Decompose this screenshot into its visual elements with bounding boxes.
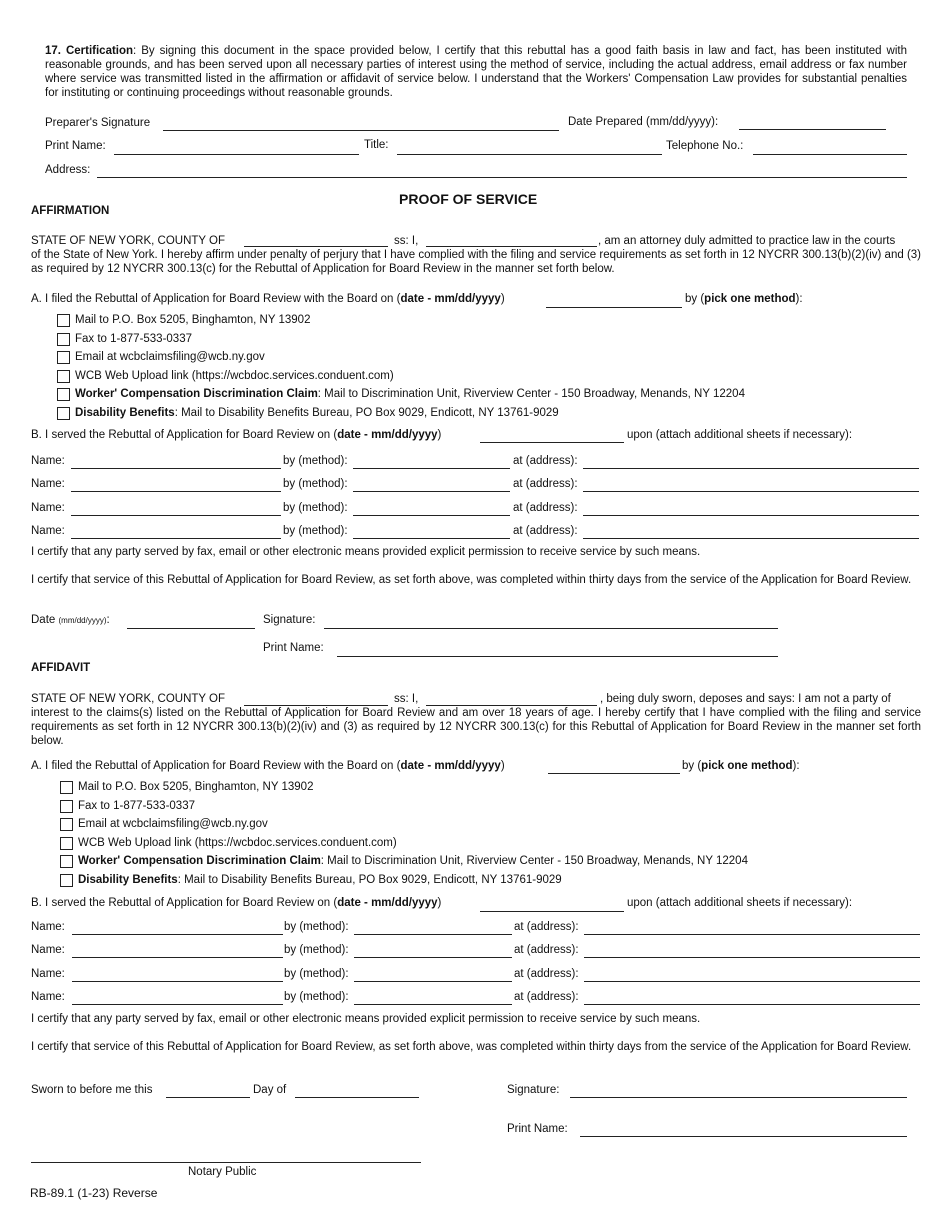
affirmation-b-rest: upon (attach additional sheets if necessary):	[627, 429, 853, 441]
affidavit-served-name-label: Name:	[31, 967, 65, 980]
affidavit-print-name-field[interactable]	[580, 1136, 907, 1137]
affirmation-ss-label: ss: I,	[394, 235, 419, 247]
affirmation-b-line: B. I served the Rebuttal of Application for Board Review on (date - mm/dd/yyyy)	[31, 429, 442, 441]
affirmation-served-address-field-2[interactable]	[583, 491, 919, 492]
affidavit-served-address-field-2[interactable]	[584, 957, 920, 958]
affirmation-method-option-label: Email at wcbclaimsfiling@wcb.ny.gov	[75, 351, 265, 364]
affidavit-served-method-field-1[interactable]	[354, 934, 512, 935]
telephone-field[interactable]	[753, 154, 907, 155]
affirmation-served-method-field-4[interactable]	[353, 538, 510, 539]
affirmation-by-method: by (pick one method):	[685, 293, 803, 305]
affirmation-served-address-field-3[interactable]	[583, 515, 919, 516]
affirmation-signature-label: Signature:	[263, 614, 316, 626]
affirmation-heading: AFFIRMATION	[31, 205, 110, 217]
sworn-label: Sworn to before me this	[31, 1084, 153, 1096]
affirmation-served-method-label: by (method):	[283, 525, 348, 538]
affidavit-served-name-label: Name:	[31, 991, 65, 1004]
affirmation-a-line: A. I filed the Rebuttal of Application for Board Review with the Board on (date - mm/dd/yyyy)	[31, 293, 505, 305]
address-field[interactable]	[97, 177, 907, 178]
affidavit-a-date-field[interactable]	[548, 773, 680, 774]
affirmation-served-address-label: at (address):	[513, 478, 578, 491]
title-field[interactable]	[397, 154, 662, 155]
affirmation-served-name-label: Name:	[31, 478, 65, 491]
print-name-field[interactable]	[114, 154, 359, 155]
title-label: Title:	[364, 139, 389, 151]
affidavit-served-address-label: at (address):	[514, 921, 579, 933]
affidavit-served-method-label: by (method):	[284, 991, 349, 1004]
affirmation-served-address-label: at (address):	[513, 455, 578, 467]
affidavit-a-line: A. I filed the Rebuttal of Application for Board Review with the Board on (date - mm/dd/yyyy)	[31, 760, 505, 772]
notary-public-label: Notary Public	[188, 1166, 257, 1178]
preparer-signature-field[interactable]	[163, 130, 559, 131]
affirmation-method-checkbox-6[interactable]	[57, 407, 70, 420]
affirmation-certify-electronic: I certify that any party served by fax, email or other electronic means provided explicit permission to receive service by such means.	[31, 546, 701, 558]
proof-of-service-title: PROOF OF SERVICE	[399, 191, 538, 207]
affirmation-served-method-label: by (method):	[283, 455, 348, 467]
affirmation-method-option-label: WCB Web Upload link (https://wcbdoc.services.conduent.com)	[75, 369, 394, 382]
affidavit-served-address-label: at (address):	[514, 991, 579, 1004]
affirmation-state-rest: , am an attorney duly admitted to practice law in the courts	[598, 235, 896, 247]
affirmation-served-address-field-1[interactable]	[583, 468, 919, 469]
affidavit-by-method: by (pick one method):	[682, 760, 800, 772]
date-prepared-label: Date Prepared (mm/dd/yyyy):	[568, 116, 719, 128]
affidavit-served-address-field-3[interactable]	[584, 981, 920, 982]
affidavit-served-address-field-4[interactable]	[584, 1004, 920, 1005]
affirmation-date-field[interactable]	[127, 628, 255, 629]
certification-text: 17. Certification: By signing this document in the space provided below, I certify that this rebuttal has a good faith basis in law and fact, has been instituted with reasonable grounds, and has been served upon all necessary parties of interest using the method of service, including the actual address, email address or fax number where service was transmitted listed in the affirmation or affidavit of service below. I understand that the Workers' Compensation Law provides for substantial penalties for instituting or continuing proceedings without reasonable grounds.	[45, 45, 907, 99]
affirmation-b-date-field[interactable]	[480, 442, 624, 443]
affidavit-ss-label: ss: I,	[394, 693, 419, 705]
affidavit-method-checkbox-4[interactable]	[60, 837, 73, 850]
affidavit-method-option-label: WCB Web Upload link (https://wcbdoc.services.conduent.com)	[78, 836, 397, 849]
affirmation-served-name-label: Name:	[31, 501, 65, 514]
affirmation-served-method-label: by (method):	[283, 501, 348, 514]
affidavit-served-method-field-4[interactable]	[354, 1004, 512, 1005]
affirmation-method-checkbox-4[interactable]	[57, 370, 70, 383]
affirmation-paragraph: of the State of New York. I hereby affirm under penalty of perjury that I have complied with the filing and service requirements as set forth in 12 NYCRR 300.13(b)(2)(iv) and (3) as required by 12 NYCRR 300.13(c) for the Rebuttal of Application for Board Review in the manner set forth below.	[31, 249, 921, 275]
day-of-label: Day of	[253, 1084, 287, 1096]
affirmation-method-checkbox-1[interactable]	[57, 314, 70, 327]
affidavit-signature-field[interactable]	[570, 1097, 907, 1098]
affidavit-served-address-label: at (address):	[514, 967, 579, 980]
affirmation-served-name-field-3[interactable]	[71, 515, 281, 516]
affidavit-b-line: B. I served the Rebuttal of Application for Board Review on (date - mm/dd/yyyy)	[31, 897, 442, 909]
affirmation-method-checkbox-3[interactable]	[57, 351, 70, 364]
affidavit-method-checkbox-2[interactable]	[60, 800, 73, 813]
affirmation-served-address-label: at (address):	[513, 525, 578, 538]
affirmation-method-option-label: Worker' Compensation Discrimination Claim: Mail to Discrimination Unit, Riverview Center - 150 Broadway, Menands, NY 12204	[75, 388, 745, 401]
sworn-day-field[interactable]	[166, 1097, 250, 1098]
preparer-signature-label: Preparer's Signature	[45, 117, 151, 129]
affidavit-method-checkbox-3[interactable]	[60, 818, 73, 831]
affidavit-state-rest: , being duly sworn, deposes and says: I am not a party of	[600, 693, 891, 705]
address-label: Address:	[45, 164, 91, 176]
affidavit-served-method-field-2[interactable]	[354, 957, 512, 958]
affirmation-method-option-label: Mail to P.O. Box 5205, Binghamton, NY 13902	[75, 314, 311, 326]
notary-signature-field[interactable]	[31, 1162, 421, 1163]
affidavit-certify-thirty-days: I certify that service of this Rebuttal of Application for Board Review, as set forth above, was completed within thirty days from the service of the Application for Board Review.	[31, 1041, 912, 1053]
affidavit-served-address-label: at (address):	[514, 944, 579, 957]
affidavit-served-name-field-3[interactable]	[72, 981, 283, 982]
affidavit-print-name-label: Print Name:	[507, 1123, 568, 1135]
affirmation-served-method-field-1[interactable]	[353, 468, 510, 469]
affirmation-served-name-field-4[interactable]	[71, 538, 281, 539]
affirmation-method-checkbox-2[interactable]	[57, 333, 70, 346]
telephone-label: Telephone No.:	[666, 140, 744, 152]
affirmation-name-field[interactable]	[426, 246, 597, 247]
print-name-label: Print Name:	[45, 140, 106, 152]
affidavit-state-label: STATE OF NEW YORK, COUNTY OF	[31, 693, 226, 705]
affidavit-served-method-label: by (method):	[284, 944, 349, 957]
affirmation-state-label: STATE OF NEW YORK, COUNTY OF	[31, 235, 226, 247]
form-footer: RB-89.1 (1-23) Reverse	[30, 1186, 158, 1200]
affidavit-method-checkbox-5[interactable]	[60, 855, 73, 868]
affirmation-method-option-label: Fax to 1-877-533-0337	[75, 332, 192, 345]
affidavit-method-option-label: Email at wcbclaimsfiling@wcb.ny.gov	[78, 818, 268, 831]
affirmation-county-field[interactable]	[244, 246, 388, 247]
affirmation-print-name-label: Print Name:	[263, 642, 324, 654]
affirmation-date-label: Date (mm/dd/yyyy):	[31, 614, 110, 626]
sworn-month-field[interactable]	[295, 1097, 419, 1098]
affirmation-served-name-label: Name:	[31, 455, 65, 467]
affirmation-served-method-field-3[interactable]	[353, 515, 510, 516]
affirmation-served-method-label: by (method):	[283, 478, 348, 491]
affidavit-served-method-label: by (method):	[284, 921, 349, 933]
affidavit-signature-label: Signature:	[507, 1084, 560, 1096]
date-prepared-field[interactable]	[739, 129, 886, 130]
affirmation-served-address-field-4[interactable]	[583, 538, 919, 539]
affirmation-method-option-label: Disability Benefits: Mail to Disability Benefits Bureau, PO Box 9029, Endicott, NY 13761-9029	[75, 407, 559, 419]
affidavit-served-name-field-1[interactable]	[72, 934, 283, 935]
affidavit-method-option-label: Disability Benefits: Mail to Disability Benefits Bureau, PO Box 9029, Endicott, NY 13761-9029	[78, 874, 562, 886]
affidavit-served-method-label: by (method):	[284, 967, 349, 980]
affirmation-served-address-label: at (address):	[513, 501, 578, 514]
affirmation-served-name-label: Name:	[31, 525, 65, 538]
affirmation-a-date-field[interactable]	[546, 307, 682, 308]
affidavit-paragraph: interest to the claims(s) listed on the Rebuttal of Application for Board Review and am over 18 years of age. I hereby certify that I have complied with the filing and service requirements as set forth in 12 NYCRR 300.13(b)(2)(iv) and (3) as required by 12 NYCRR 300.13(c) for this Rebuttal of Application for Board Review in the manner set forth below.	[31, 707, 921, 747]
affirmation-signature-field[interactable]	[324, 628, 778, 629]
affidavit-served-method-field-3[interactable]	[354, 981, 512, 982]
affidavit-method-checkbox-1[interactable]	[60, 781, 73, 794]
affirmation-print-name-field[interactable]	[337, 656, 778, 657]
affidavit-b-rest: upon (attach additional sheets if necessary):	[627, 897, 853, 909]
affidavit-method-option-label: Worker' Compensation Discrimination Claim: Mail to Discrimination Unit, Riverview Center - 150 Broadway, Menands, NY 12204	[78, 855, 748, 868]
affidavit-b-date-field[interactable]	[480, 911, 624, 912]
affirmation-certify-thirty-days: I certify that service of this Rebuttal of Application for Board Review, as set forth above, was completed within thirty days from the service of the Application for Board Review.	[31, 574, 912, 586]
affidavit-served-name-field-2[interactable]	[72, 957, 283, 958]
affidavit-served-name-label: Name:	[31, 921, 65, 933]
affidavit-served-name-label: Name:	[31, 944, 65, 957]
affidavit-served-address-field-1[interactable]	[584, 934, 920, 935]
affirmation-method-checkbox-5[interactable]	[57, 388, 70, 401]
affidavit-heading: AFFIDAVIT	[31, 662, 91, 674]
affidavit-served-name-field-4[interactable]	[72, 1004, 283, 1005]
affirmation-served-name-field-1[interactable]	[71, 468, 281, 469]
affirmation-served-name-field-2[interactable]	[71, 491, 281, 492]
affidavit-method-option-label: Mail to P.O. Box 5205, Binghamton, NY 13902	[78, 781, 314, 793]
affidavit-method-checkbox-6[interactable]	[60, 874, 73, 887]
affirmation-served-method-field-2[interactable]	[353, 491, 510, 492]
affidavit-method-option-label: Fax to 1-877-533-0337	[78, 799, 195, 812]
affidavit-certify-electronic: I certify that any party served by fax, email or other electronic means provided explicit permission to receive service by such means.	[31, 1013, 701, 1025]
